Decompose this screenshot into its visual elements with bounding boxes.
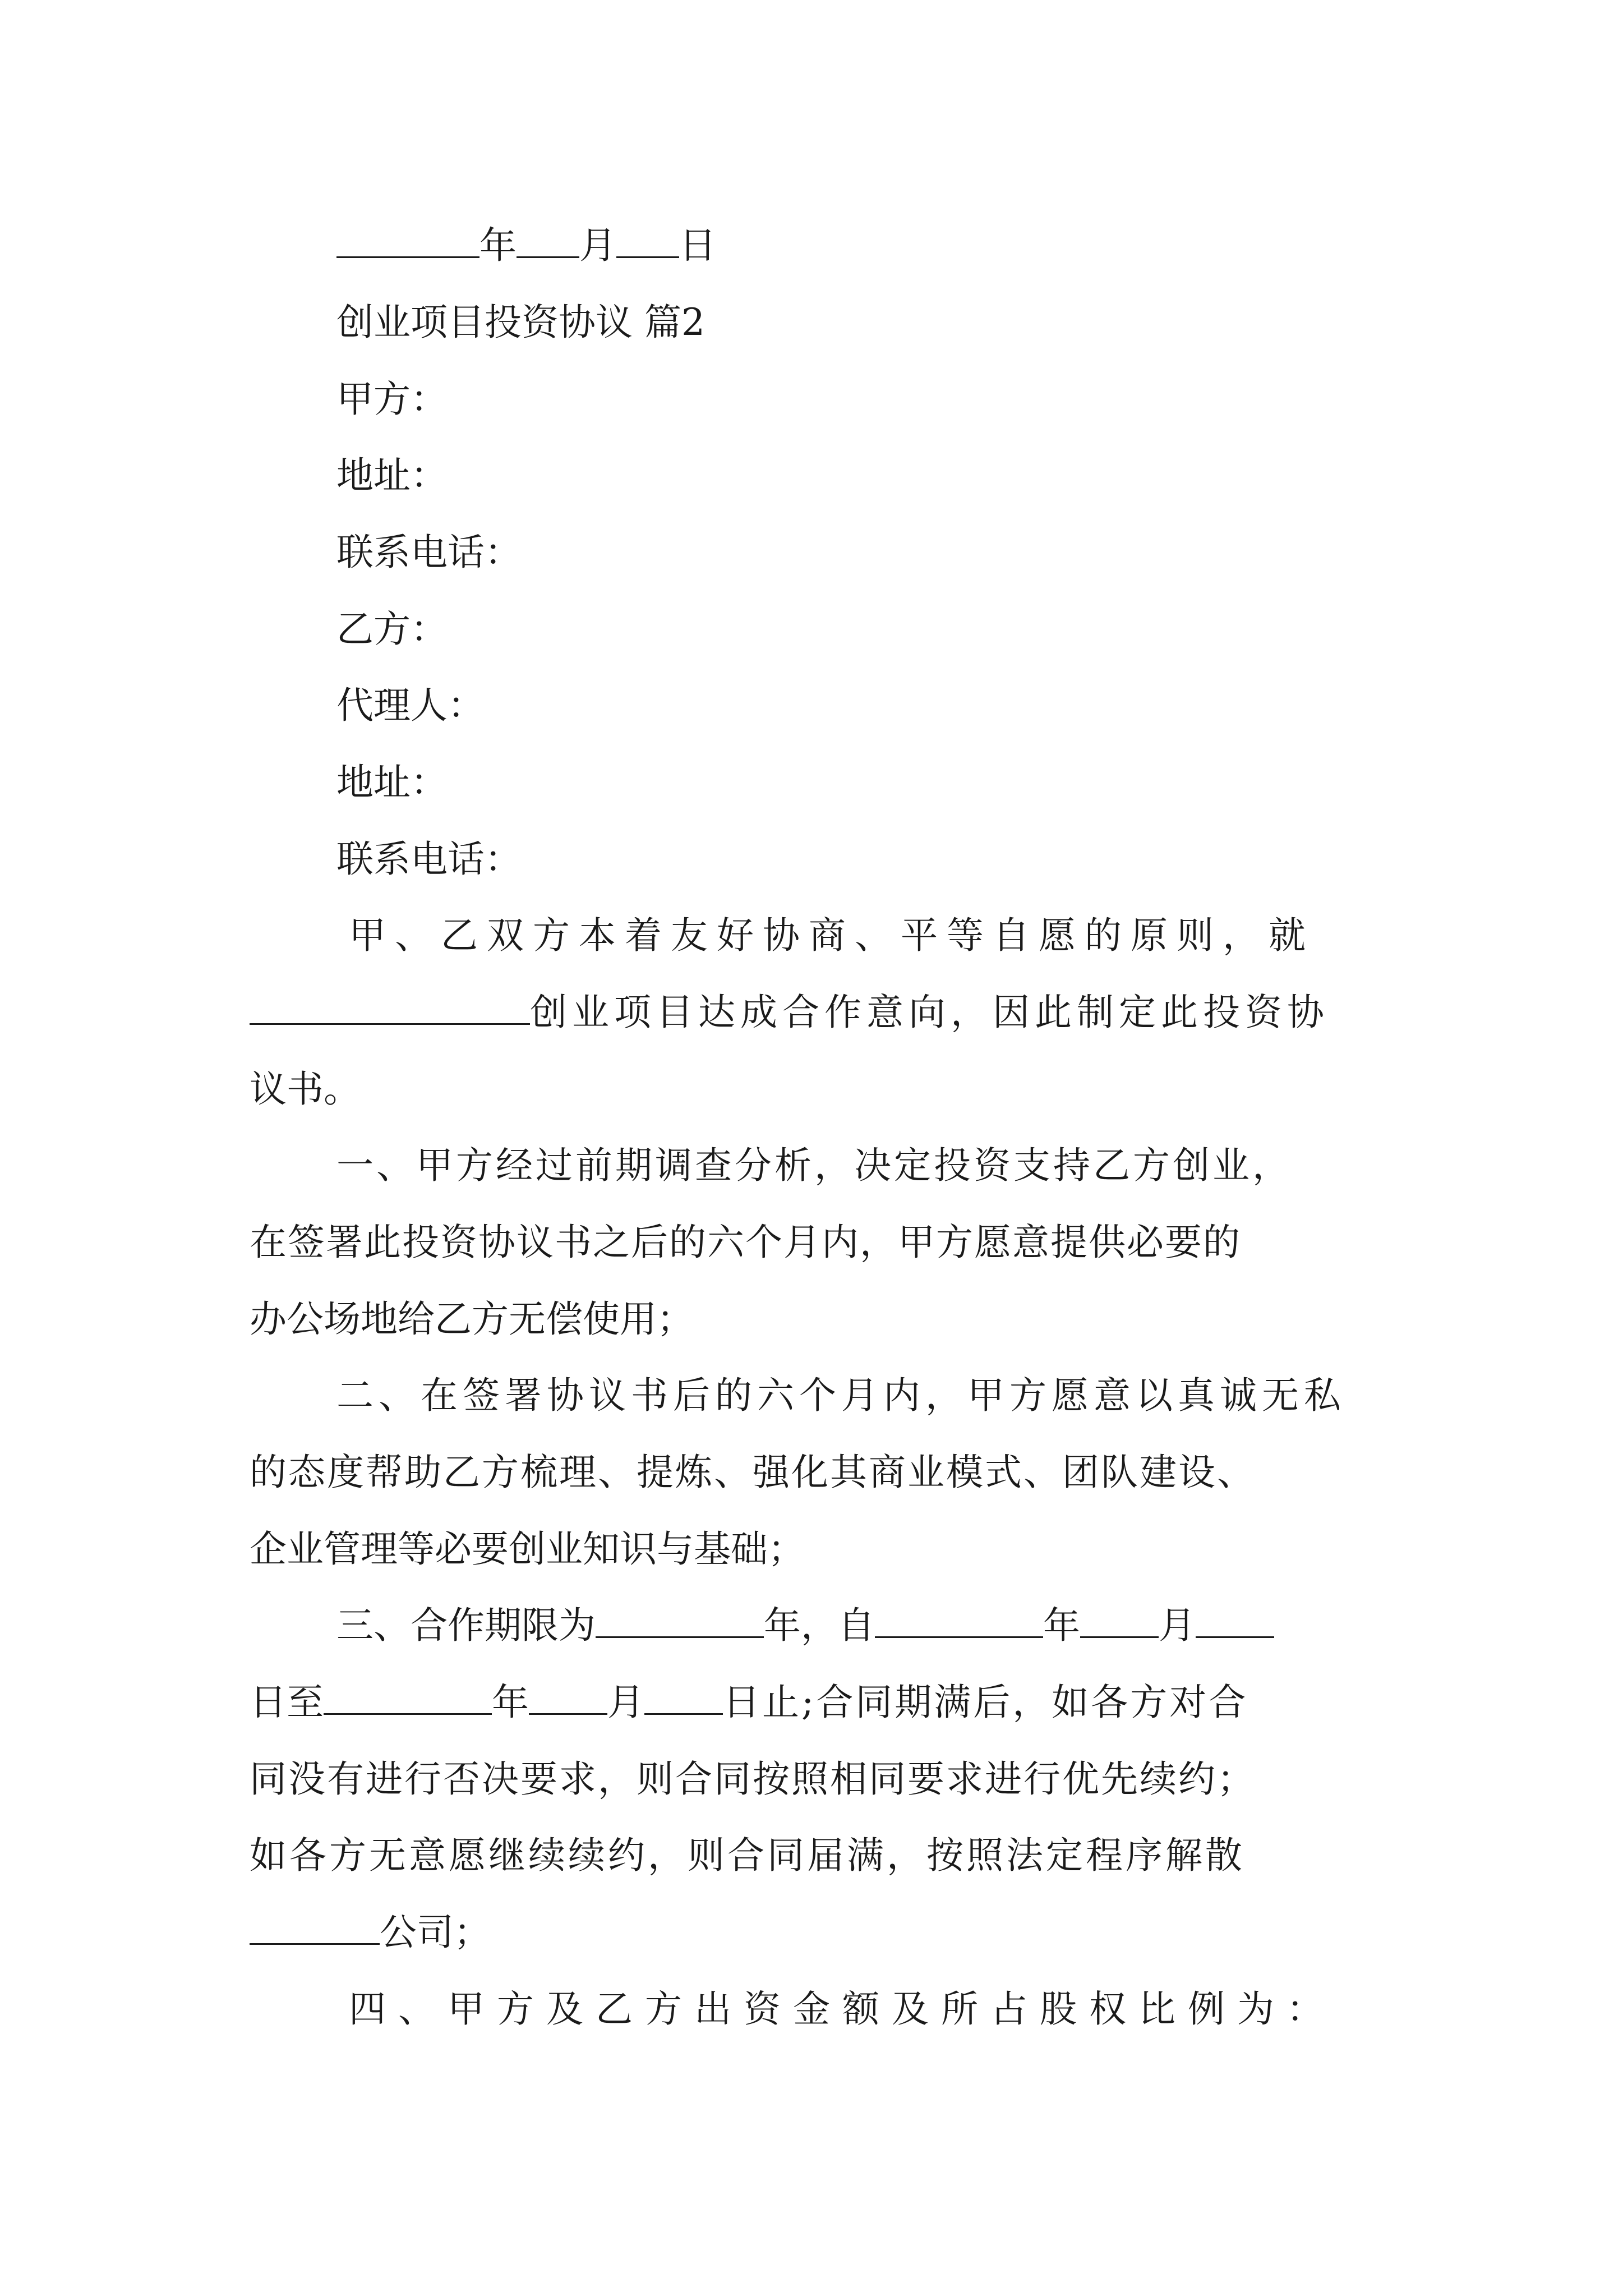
- start-month-blank: [1080, 1604, 1159, 1638]
- company-name-blank: [250, 1911, 380, 1945]
- party-b-agent: 代理人：: [336, 684, 485, 727]
- date-month-label: 月: [579, 224, 616, 267]
- clause-3-line-3: 同没有进行否决要求，则合同按照相同要求进行优先续约；: [250, 1757, 1256, 1801]
- party-a-label: 甲方：: [336, 378, 448, 421]
- clause-3-line-1: [336, 1603, 1274, 1648]
- party-a-phone: 联系电话：: [336, 531, 522, 574]
- month-blank: [517, 224, 579, 258]
- clause-3-line-2: [250, 1680, 1248, 1725]
- document-title: 创业项目投资协议 篇2: [336, 301, 705, 344]
- clause-3-end-year-label: 年: [492, 1681, 529, 1724]
- clause-1-line-2: 在签署此投资协议书之后的六个月内，甲方愿意提供必要的: [250, 1221, 1241, 1264]
- clause-1-line-3: 办公场地给乙方无偿使用；: [250, 1297, 694, 1341]
- party-b-phone: 联系电话：: [336, 838, 522, 881]
- clause-3-start-month-label: 月: [1159, 1604, 1196, 1647]
- clause-2-line-3: 企业管理等必要创业知识与基础；: [250, 1527, 805, 1571]
- end-day-blank: [644, 1681, 723, 1715]
- end-year-blank: [324, 1681, 492, 1715]
- clause-3-from-label: 年，自: [764, 1604, 875, 1647]
- intro-line-2: [250, 990, 1329, 1035]
- date-day-label: 日: [679, 224, 716, 267]
- clause-3-end-text: 日止;合同期满后，如各方对合: [723, 1681, 1248, 1724]
- day-blank: [616, 224, 679, 258]
- clause-3-start-year-label: 年: [1043, 1604, 1080, 1647]
- clause-2-line-2: 的态度帮助乙方梳理、提炼、强化其商业模式、团队建设、: [250, 1451, 1256, 1494]
- date-year-label: 年: [479, 224, 517, 267]
- intro-line-2-text: 创业项目达成合作意向，因此制定此投资协: [530, 991, 1329, 1034]
- year-blank: [336, 224, 479, 258]
- start-day-blank: [1196, 1604, 1274, 1638]
- clause-3-company-text: 公司；: [380, 1911, 491, 1954]
- clause-3-end-month-label: 月: [607, 1681, 644, 1724]
- clause-3-line-4: 如各方无意愿继续续约，则合同届满，按照法定程序解散: [250, 1834, 1245, 1877]
- end-month-blank: [529, 1681, 607, 1715]
- clause-3-line-5: [250, 1910, 491, 1955]
- party-b-label: 乙方：: [336, 608, 448, 651]
- term-years-blank: [596, 1604, 764, 1638]
- clause-3-term-label: 三、合作期限为: [336, 1604, 596, 1647]
- start-year-blank: [875, 1604, 1043, 1638]
- clause-4-line-1: 四、甲方及乙方出资金额及所占股权比例为：: [349, 1987, 1336, 2031]
- intro-line-1: 甲、乙双方本着友好协商、平等自愿的原则，就: [349, 914, 1315, 957]
- party-a-address: 地址：: [336, 454, 448, 497]
- clause-1-line-1: 一、甲方经过前期调查分析，决定投资支持乙方创业，: [336, 1144, 1292, 1187]
- party-b-address: 地址：: [336, 761, 448, 804]
- intro-line-3: 议书。: [250, 1068, 361, 1111]
- project-name-blank: [250, 991, 530, 1025]
- date-line: [336, 223, 716, 268]
- clause-3-to-label: 日至: [250, 1681, 324, 1724]
- clause-2-line-1: 二、在签署协议书后的六个月内，甲方愿意以真诚无私: [336, 1374, 1346, 1417]
